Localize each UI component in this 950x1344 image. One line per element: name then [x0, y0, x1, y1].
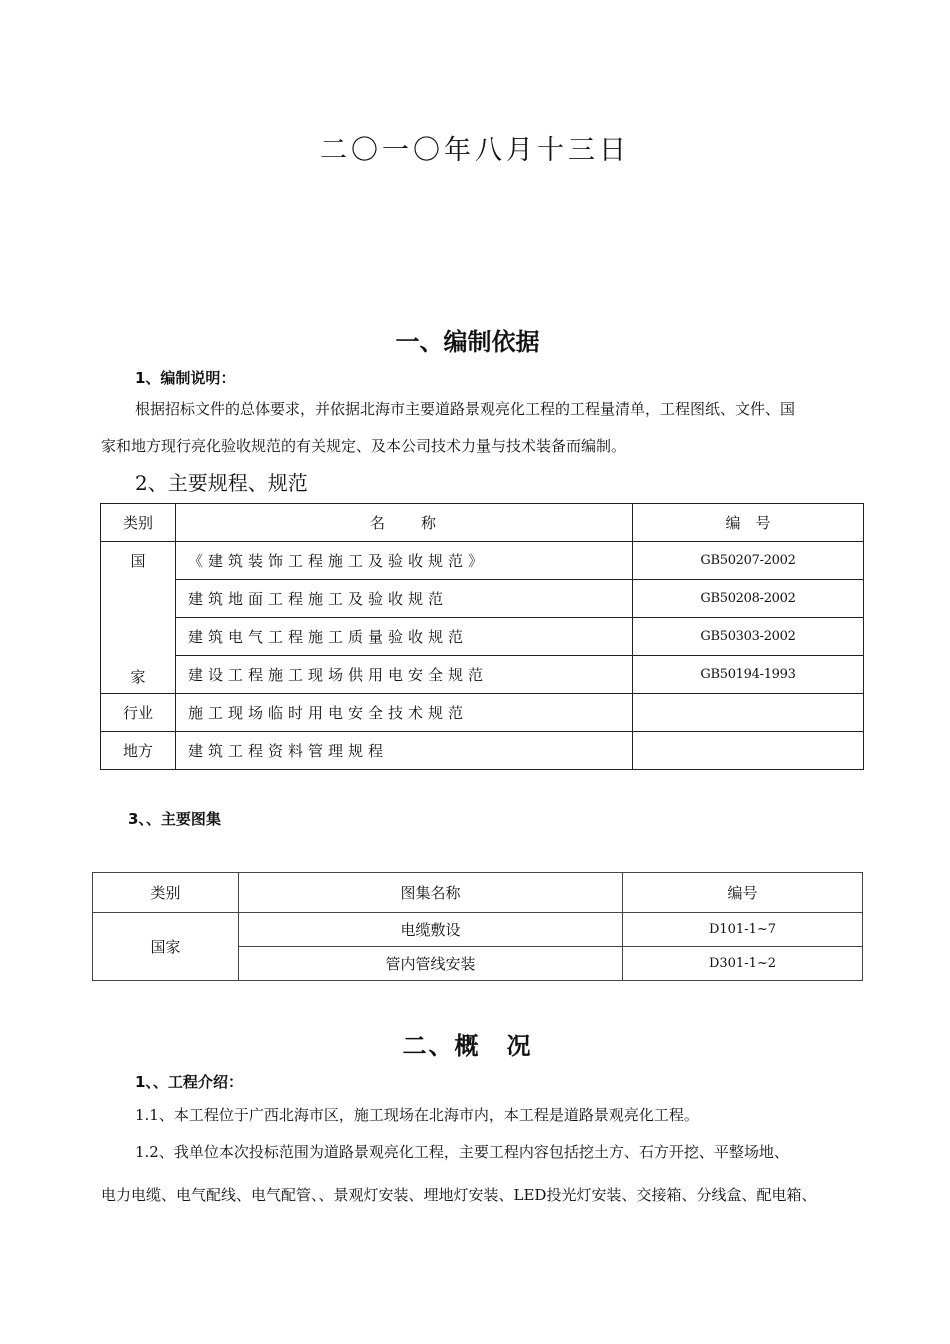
standard-code: GB50208-2002 — [633, 580, 864, 618]
para-line-2: 家和地方现行亮化验收规范的有关规定、及本公司技术力量与技术装备而编制。 — [101, 437, 627, 455]
atlas-code: D301-1~2 — [623, 947, 863, 981]
para-line-1: 根据招标文件的总体要求，并依据北海市主要道路景观亮化工程的工程量清单，工程图纸、文件、国 — [135, 400, 796, 418]
category-national — [101, 542, 176, 694]
section1-heading: 一、编制依据 — [395, 328, 540, 356]
subheading-standards: 2、主要规程、规范 — [135, 471, 308, 495]
standard-name: 施工现场临时用电安全技术规范 — [176, 694, 633, 732]
atlas-table — [92, 872, 863, 981]
subheading-compile-notes: 1、编制说明： — [135, 369, 236, 387]
standard-name: 建设工程施工现场供用电安全规范 — [176, 656, 633, 694]
standard-name: 《建筑装饰工程施工及验收规范》 — [176, 542, 633, 580]
table-row — [101, 542, 864, 580]
header-atlas-name: 图集名称 — [239, 873, 623, 913]
header-name: 名 称 — [176, 504, 633, 542]
standard-code: GB50194-1993 — [633, 656, 864, 694]
category-char-jia: 家 — [130, 668, 146, 686]
category-local: 地方 — [101, 732, 176, 770]
category-char-guo: 国 — [130, 552, 146, 570]
standard-code: GB50207-2002 — [633, 542, 864, 580]
table-row — [101, 732, 864, 770]
category-industry: 行业 — [101, 694, 176, 732]
subheading-project-intro: 1、、工程介绍： — [135, 1073, 243, 1091]
table-row — [101, 694, 864, 732]
standards-table — [100, 503, 864, 770]
header-code: 编 号 — [633, 504, 864, 542]
intro-para-2-line-1: 1.2、我单位本次投标范围为道路景观亮化工程，主要工程内容包括挖土方、石方开挖、平整场地、 — [135, 1143, 789, 1161]
standard-name: 建筑地面工程施工及验收规范 — [176, 580, 633, 618]
intro-para-1: 1.1、本工程位于广西北海市区，施工现场在北海市内，本工程是道路景观亮化工程。 — [135, 1106, 699, 1124]
standard-code — [633, 694, 864, 732]
table-header-row — [101, 504, 864, 542]
subheading-atlas: 3、、主要图集 — [128, 810, 221, 828]
section2-heading: 二、概 况 — [402, 1032, 533, 1060]
table-row — [101, 618, 864, 656]
category-national: 国家 — [93, 913, 239, 981]
atlas-name: 管内管线安装 — [239, 947, 623, 981]
atlas-code: D101-1~7 — [623, 913, 863, 947]
header-code: 编号 — [623, 873, 863, 913]
standard-name: 建筑电气工程施工质量验收规范 — [176, 618, 633, 656]
date-line: 二〇一〇年八月十三日 — [320, 135, 630, 166]
atlas-name: 电缆敷设 — [239, 913, 623, 947]
table-row — [101, 580, 864, 618]
standard-name: 建筑工程资料管理规程 — [176, 732, 633, 770]
table-row — [101, 656, 864, 694]
standard-code: GB50303-2002 — [633, 618, 864, 656]
header-category: 类别 — [93, 873, 239, 913]
header-category: 类别 — [101, 504, 176, 542]
intro-para-2-line-2: 电力电缆、电气配线、电气配管、、景观灯安装、埋地灯安装、LED投光灯安装、交接箱、分线盒、配电箱、 — [101, 1186, 817, 1204]
table-header-row — [93, 873, 863, 913]
standard-code — [633, 732, 864, 770]
table-row — [93, 913, 863, 947]
